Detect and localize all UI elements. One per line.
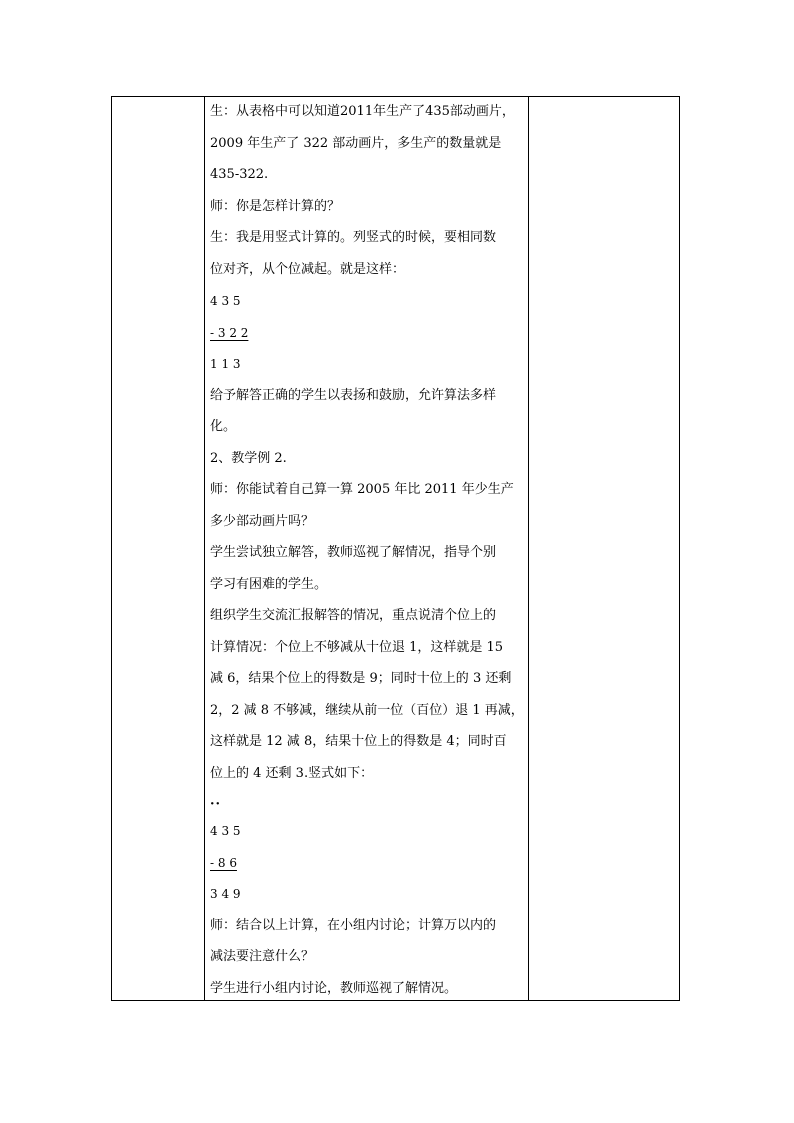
vertical-calc-row: 1 1 3 [210, 357, 241, 371]
text-line: 生：从表格中可以知道2011年生产了435部动画片， [210, 104, 515, 119]
text-line: 师：结合以上计算，在小组内讨论；计算万以内的 [210, 918, 497, 933]
text-line: 生：我是用竖式计算的。列竖式的时候，要相同数 [210, 230, 497, 245]
text-line: 化。 [210, 419, 237, 434]
vertical-calc-row: 4 3 5 [210, 294, 241, 308]
column-divider-left [204, 97, 205, 1000]
text-line: 学生进行小组内讨论，教师巡视了解情况。 [210, 981, 458, 996]
text-line: 这样就是 12 减 8，结果十位上的得数是 4；同时百 [210, 734, 507, 749]
text-line: 2、教学例 2. [210, 451, 287, 466]
text-line: 师：你是怎样计算的？ [210, 199, 341, 214]
text-line: 位对齐，从个位减起。就是这样： [210, 262, 406, 277]
text-line: 减法要注意什么？ [210, 949, 315, 964]
text-line: 师：你能试着自己算一算 2005 年比 2011 年少生产 [210, 482, 514, 497]
text-line: 435-322. [210, 167, 269, 182]
text-line: 2，2 减 8 不够减，继续从前一位（百位）退 1 再减， [210, 703, 524, 718]
lesson-table [111, 96, 680, 1001]
text-line: 2009 年生产了 322 部动画片，多生产的数量就是 [210, 136, 502, 151]
borrow-dots: ·· [210, 797, 222, 812]
text-line: 学生尝试独立解答，教师巡视了解情况，指导个别 [210, 545, 497, 560]
vertical-calc-row: - 3 2 2 [210, 326, 249, 340]
vertical-calc-row: - 8 6 [210, 856, 237, 870]
text-line: 多少部动画片吗？ [210, 514, 315, 529]
text-line: 计算情况：个位上不够减从十位退 1，这样就是 15 [210, 640, 504, 655]
text-line: 组织学生交流汇报解答的情况，重点说清个位上的 [210, 608, 497, 623]
column-divider-right [528, 97, 529, 1000]
vertical-calc-row: 4 3 5 [210, 824, 241, 838]
text-line: 位上的 4 还剩 3.竖式如下： [210, 766, 374, 781]
vertical-calc-row: 3 4 9 [210, 887, 241, 901]
text-line: 减 6，结果个位上的得数是 9；同时十位上的 3 还剩 [210, 671, 512, 686]
text-line: 学习有困难的学生。 [210, 577, 328, 592]
text-line: 给予解答正确的学生以表扬和鼓励，允许算法多样 [210, 388, 497, 403]
